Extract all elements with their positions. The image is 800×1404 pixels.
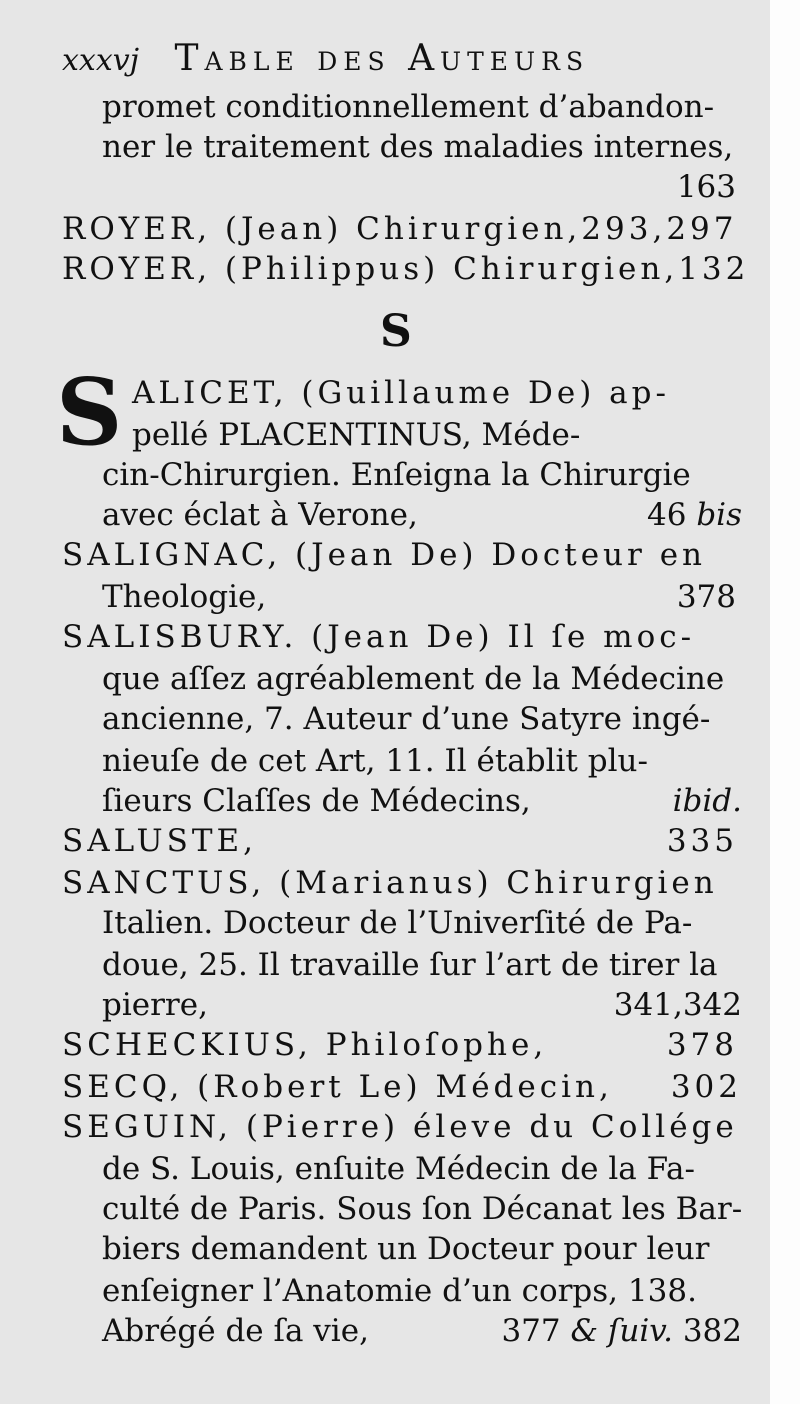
entry-name: SALIGNAC, (Jean De) Docteur en — [62, 537, 707, 573]
index-entry — [62, 818, 738, 864]
text-line — [102, 1226, 742, 1272]
index-entry — [62, 1104, 742, 1150]
drop-cap: S — [56, 358, 123, 466]
entry-name: SALUSTE, — [62, 823, 258, 859]
line-text: culté de Paris. Sous ſon Décanat les Bar- — [102, 1191, 743, 1227]
entry-name: SEGUIN, (Pierre) éleve du Collége — [62, 1109, 738, 1145]
index-entry — [62, 246, 750, 292]
line-text: Theologie, — [102, 579, 267, 615]
line-text: promet conditionnellement d’abandon- — [102, 89, 715, 125]
text-line — [102, 696, 742, 742]
line-text: enſeigner l’Anatomie d’un corps, 138. — [102, 1273, 697, 1309]
index-entry — [62, 1022, 738, 1068]
page-reference — [501, 1308, 742, 1354]
page-number: 382 — [682, 1313, 742, 1349]
page-reference: ibid. — [672, 783, 742, 819]
running-title: Table des Auteurs — [174, 38, 590, 79]
page-header — [62, 38, 762, 90]
entry-name: SALISBURY. (Jean De) Il ſe moc- — [62, 619, 696, 655]
line-text: ancienne, 7. Auteur d’une Satyre ingé- — [102, 701, 711, 737]
entry-name: ROYER, (Philippus) Chirurgien, — [62, 251, 679, 287]
page-suffix: & ſuiv. — [570, 1313, 673, 1349]
entry-name: SECQ, (Robert Le) Médecin, — [62, 1069, 613, 1105]
page-number: 132 — [678, 251, 750, 287]
section-letter: S — [380, 306, 412, 357]
entry-name: SCHECKIUS, Philoſophe, — [62, 1027, 548, 1063]
page-number: 377 — [501, 1313, 561, 1349]
line-text: de S. Louis, enſuite Médecin de la Fa- — [102, 1151, 695, 1187]
page-number: 302 — [670, 1069, 742, 1105]
entry-name: SANCTUS, (Marianus) Chirurgien — [62, 865, 718, 901]
page-number: 378 — [676, 579, 736, 615]
line-text: ſieurs Claſſes de Médecins, — [102, 783, 531, 819]
line-text: que aſſez agréablement de la Médecine — [102, 661, 725, 697]
line-text: ner le traitement des maladies internes, — [102, 129, 734, 165]
line-text: pierre, — [102, 987, 208, 1023]
page-number: 335 — [666, 823, 738, 859]
text-line — [102, 1308, 742, 1354]
line-text: biers demandent un Docteur pour leur — [102, 1231, 710, 1267]
page-edge — [770, 0, 800, 1404]
entry-name: ALICET, (Guillaume De) ap- — [132, 375, 670, 411]
line-text: pellé PLACENTINUS, Méde- — [132, 417, 581, 453]
index-entry — [132, 370, 742, 416]
line-text: Italien. Docteur de l’Univerſité de Pa- — [102, 905, 693, 941]
index-entry — [62, 614, 742, 660]
line-text: Abrégé de ſa vie, — [102, 1313, 369, 1349]
page-number: 46 — [647, 497, 687, 533]
page-reference — [600, 164, 736, 210]
page-number: 163 — [676, 169, 736, 205]
line-text: avec éclat à Verone, — [102, 497, 418, 533]
entry-name: ROYER, (Jean) Chirurgien, — [62, 211, 582, 247]
page-number: 341,342 — [613, 987, 742, 1023]
text-line — [102, 900, 742, 946]
line-text: nieuſe de cet Art, 11. Il établit plu- — [102, 743, 648, 779]
page-suffix: bis — [696, 497, 742, 533]
page-number: 378 — [666, 1027, 738, 1063]
line-text: doue, 25. Il travaille ſur l’art de tirer la — [102, 947, 718, 983]
page-number: 293,297 — [581, 211, 738, 247]
line-text: cin-Chirurgien. Enſeigna la Chirurgie — [102, 457, 691, 493]
index-entry — [62, 532, 742, 578]
folio-number: xxxvj — [62, 43, 140, 78]
